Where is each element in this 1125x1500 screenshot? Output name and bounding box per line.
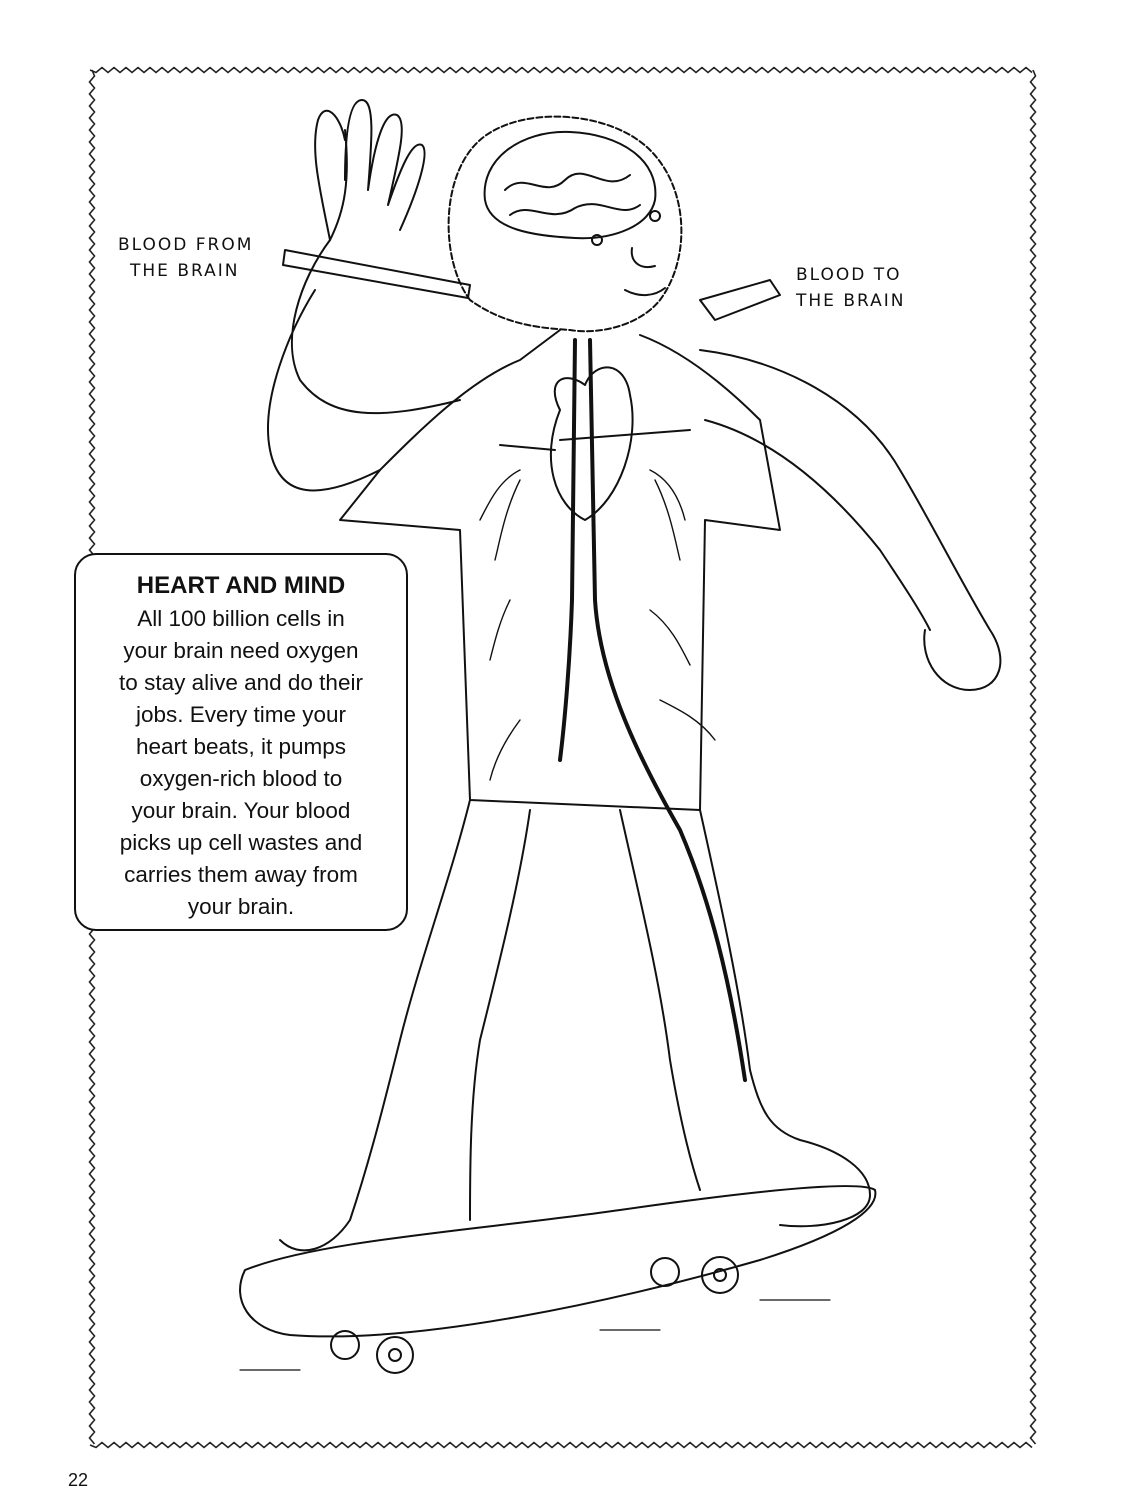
vein-to-brain bbox=[700, 280, 780, 320]
info-line: your brain. Your blood bbox=[131, 798, 351, 823]
skateboard-wheel bbox=[651, 1258, 679, 1286]
callout-line: BLOOD FROM bbox=[118, 235, 254, 255]
info-line: to stay alive and do their bbox=[119, 670, 363, 695]
right-arm bbox=[700, 350, 1000, 690]
skateboard-wheel bbox=[331, 1331, 359, 1359]
info-box-body bbox=[90, 603, 392, 923]
callout-line: THE BRAIN bbox=[796, 291, 906, 311]
head-outline bbox=[449, 117, 682, 332]
callout-line: THE BRAIN bbox=[130, 261, 240, 281]
right-leg bbox=[620, 810, 870, 1226]
main-artery bbox=[560, 340, 745, 1080]
raised-arm bbox=[268, 130, 460, 490]
vein-from-brain bbox=[283, 250, 470, 298]
info-line: carries them away from bbox=[124, 862, 358, 887]
hand bbox=[315, 100, 424, 240]
info-line: All 100 billion cells in bbox=[137, 606, 345, 631]
info-line: your brain need oxygen bbox=[123, 638, 359, 663]
info-line: your brain. bbox=[187, 894, 295, 919]
callout-line: BLOOD TO bbox=[796, 265, 902, 285]
lung-branches-right bbox=[650, 470, 715, 740]
callout-blood-from-brain bbox=[118, 232, 253, 284]
info-line: oxygen-rich blood to bbox=[139, 766, 343, 791]
info-box-title: HEART AND MIND bbox=[136, 572, 346, 599]
lung-branches-left bbox=[480, 470, 520, 780]
page-number: 22 bbox=[68, 1470, 89, 1490]
callout-blood-to-brain bbox=[796, 262, 905, 314]
skateboard-wheel bbox=[377, 1337, 413, 1373]
info-line: jobs. Every time your bbox=[135, 702, 347, 727]
skateboard bbox=[240, 1186, 875, 1336]
info-line: picks up cell wastes and bbox=[119, 830, 363, 855]
info-box bbox=[74, 553, 408, 931]
info-line: heart beats, it pumps bbox=[135, 734, 347, 759]
